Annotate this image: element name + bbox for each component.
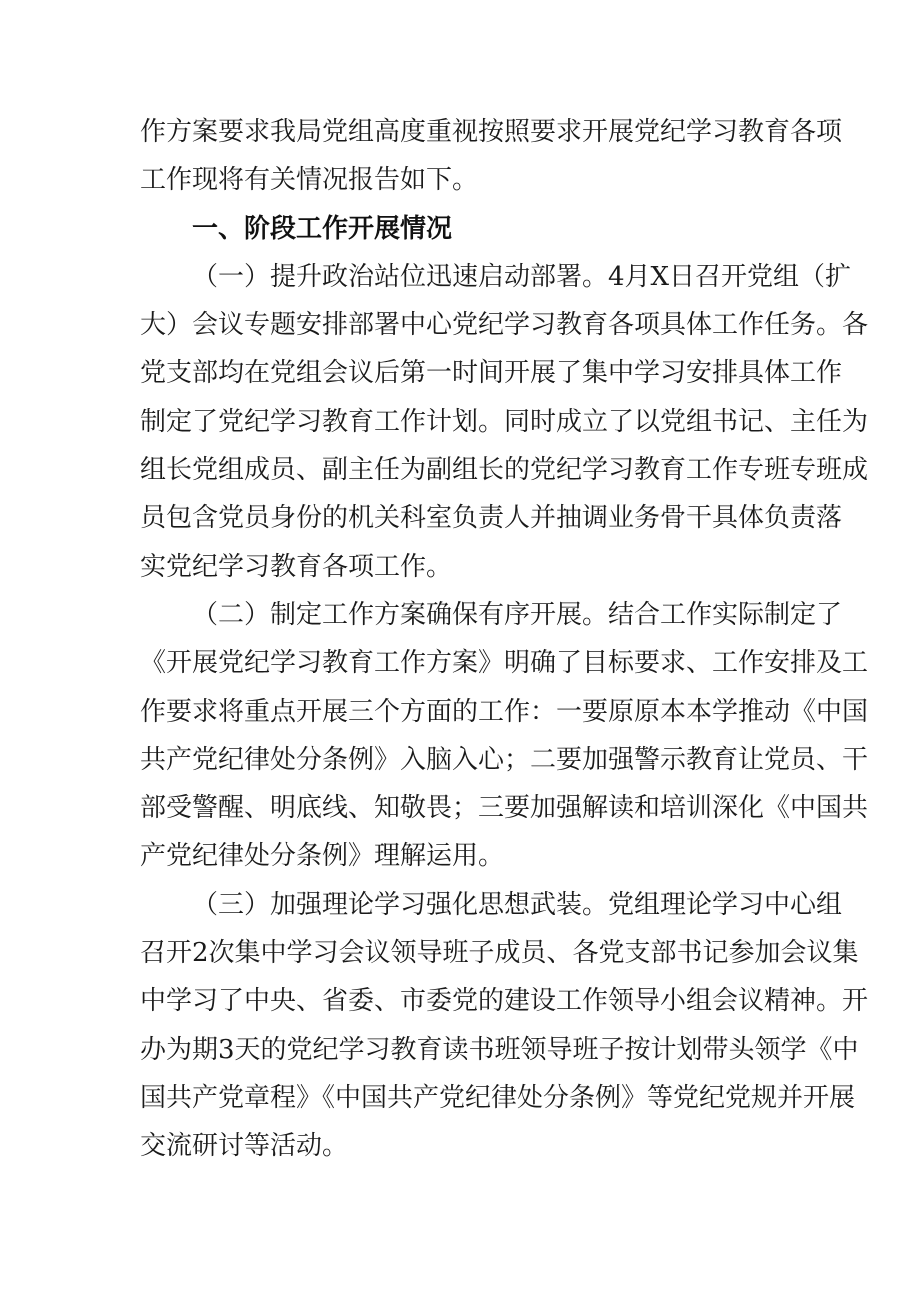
paragraph-2-line-5: 部受警醒、明底线、知敬畏；三要加强解读和培训深化《中国共 <box>140 793 869 823</box>
paragraph-3-line-3: 中学习了中央、省委、市委党的建设工作领导小组会议精神。开 <box>140 986 869 1016</box>
paragraph-1-line-5: 组长党组成员、副主任为副组长的党纪学习教育工作专班专班成 <box>140 455 869 485</box>
paragraph-2-line-3: 作要求将重点开展三个方面的工作：一要原原本本学推动《中国 <box>140 697 869 727</box>
paragraph-1-line-6: 员包含党员身份的机关科室负责人并抽调业务骨干具体负责落 <box>140 503 843 533</box>
section-heading: 一、阶段工作开展情况 <box>192 214 453 244</box>
paragraph-1-line-3: 党支部均在党组会议后第一时间开展了集中学习安排具体工作 <box>140 358 843 388</box>
paragraph-1-line-2: 大）会议专题安排部署中心党纪学习教育各项具体工作任务。各 <box>140 310 869 340</box>
paragraph-1-line-4: 制定了党纪学习教育工作计划。同时成立了以党组书记、主任为 <box>140 407 869 437</box>
paragraph-1-line-1: （一）提升政治站位迅速启动部署。4月X日召开党组（扩 <box>192 262 852 292</box>
paragraph-3-line-5: 国共产党章程》《中国共产党纪律处分条例》等党纪党规并开展 <box>140 1083 856 1113</box>
paragraph-2-line-6: 产党纪律处分条例》理解运用。 <box>140 841 505 871</box>
paragraph-2-line-4: 共产党纪律处分条例》入脑入心；二要加强警示教育让党员、干 <box>140 745 869 775</box>
paragraph-3-line-2: 召开2次集中学习会议领导班子成员、各党支部书记参加会议集 <box>140 938 859 968</box>
paragraph-3-line-6: 交流研讨等活动。 <box>140 1131 349 1161</box>
paragraph-2-line-2: 《开展党纪学习教育工作方案》明确了目标要求、工作安排及工 <box>140 648 869 678</box>
intro-line-1: 作方案要求我局党组高度重视按照要求开展党纪学习教育各项 <box>140 117 843 147</box>
paragraph-1-line-7: 实党纪学习教育各项工作。 <box>140 552 453 582</box>
paragraph-3-line-1: （三）加强理论学习强化思想武装。党组理论学习中心组 <box>192 890 843 920</box>
paragraph-3-line-4: 办为期3天的党纪学习教育读书班领导班子按计划带头领学《中 <box>140 1035 859 1065</box>
intro-line-2: 工作现将有关情况报告如下。 <box>140 165 479 195</box>
paragraph-2-line-1: （二）制定工作方案确保有序开展。结合工作实际制定了 <box>192 600 843 630</box>
